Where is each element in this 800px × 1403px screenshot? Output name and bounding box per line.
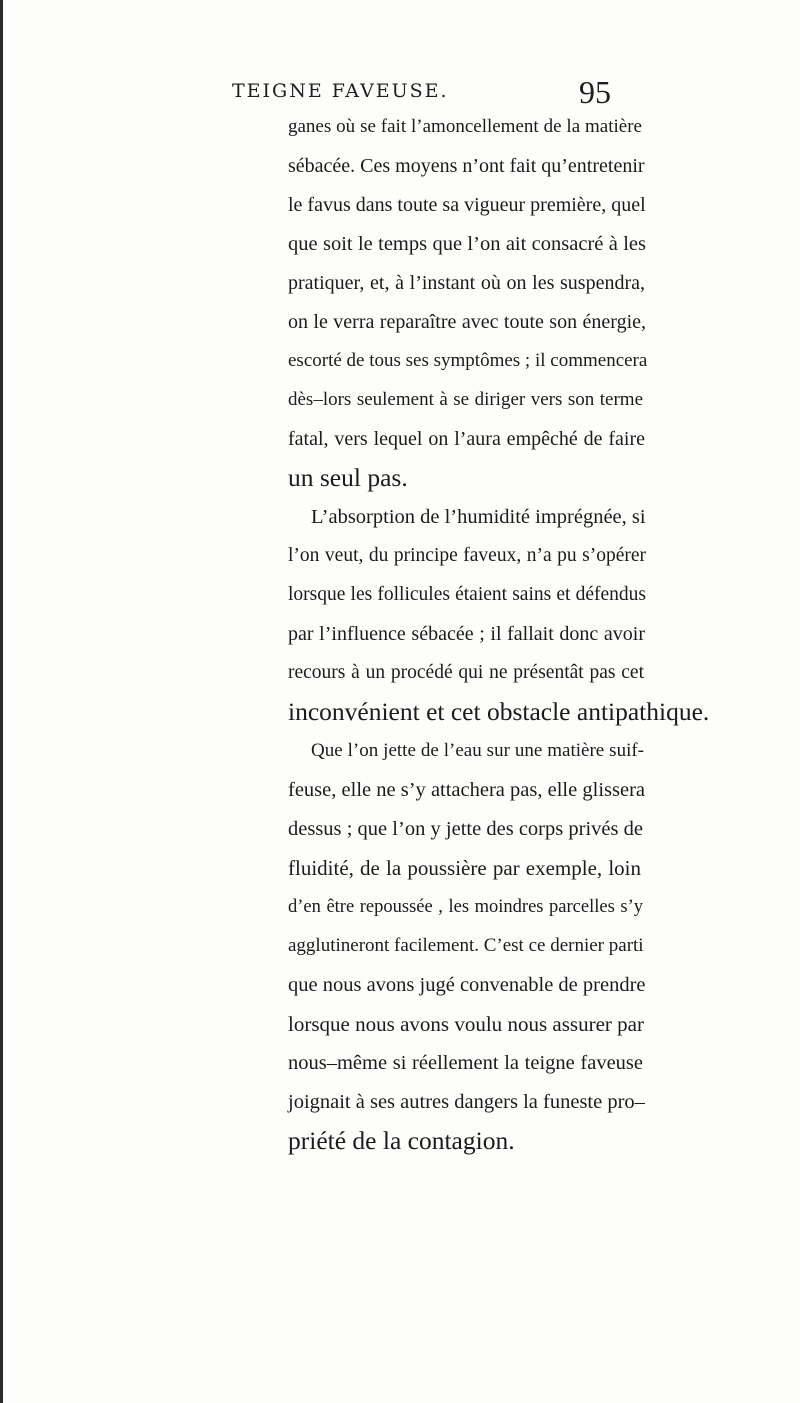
text-line: sébacée. Ces moyens n’ont fait qu’entretenir: [288, 155, 645, 177]
text-line: escorté de tous ses symptômes ; il commencera: [288, 350, 648, 371]
running-title: TEIGNE FAVEUSE.: [232, 80, 449, 102]
page-number: 95: [579, 74, 611, 110]
page-left-edge: [0, 0, 3, 1403]
text-line: d’en être repoussée , les moindres parcelles s’y: [288, 897, 643, 917]
text-line: lorsque les follicules étaient sains et défendus: [288, 584, 646, 605]
text-line: fluidité, de la poussière par exemple, loin: [288, 856, 641, 880]
text-line: Que l’on jette de l’eau sur une matière suif-: [311, 740, 644, 761]
text-line: L’absorption de l’humidité imprégnée, si: [311, 506, 646, 528]
text-line: que soit le temps que l’on ait consacré à les: [288, 233, 646, 255]
text-line: on le verra reparaître avec toute son énergie,: [288, 311, 646, 333]
text-line: l’on veut, du principe faveux, n’a pu s’opérer: [288, 545, 646, 566]
text-line: pratiquer, et, à l’instant où on les suspendra,: [288, 272, 645, 294]
text-line: fatal, vers lequel on l’aura empêché de faire: [288, 428, 645, 450]
text-line: dès–lors seulement à se diriger vers son terme: [288, 389, 643, 410]
text-line: nous–même si réellement la teigne faveuse: [288, 1052, 643, 1074]
text-line: lorsque nous avons voulu nous assurer par: [288, 1012, 644, 1036]
text-line: joignait à ses autres dangers la funeste pro–: [288, 1091, 645, 1113]
text-line: ganes où se fait l’amoncellement de la matière: [288, 116, 642, 137]
text-line: priété de la contagion.: [288, 1126, 515, 1155]
text-line: agglutineront facilement. C’est ce dernier parti: [288, 935, 644, 956]
text-line: recours à un procédé qui ne présentât pas cet: [288, 662, 644, 683]
text-line: inconvénient et cet obstacle antipathique.: [288, 697, 710, 726]
text-line: par l’influence sébacée ; il fallait donc avoir: [288, 623, 645, 645]
text-line: feuse, elle ne s’y attachera pas, elle glissera: [288, 779, 645, 801]
text-line: que nous avons jugé convenable de prendre: [288, 974, 646, 996]
text-line: le favus dans toute sa vigueur première, quel: [288, 194, 646, 216]
text-line: un seul pas.: [288, 463, 408, 492]
text-line: dessus ; que l’on y jette des corps privés de: [288, 818, 643, 840]
